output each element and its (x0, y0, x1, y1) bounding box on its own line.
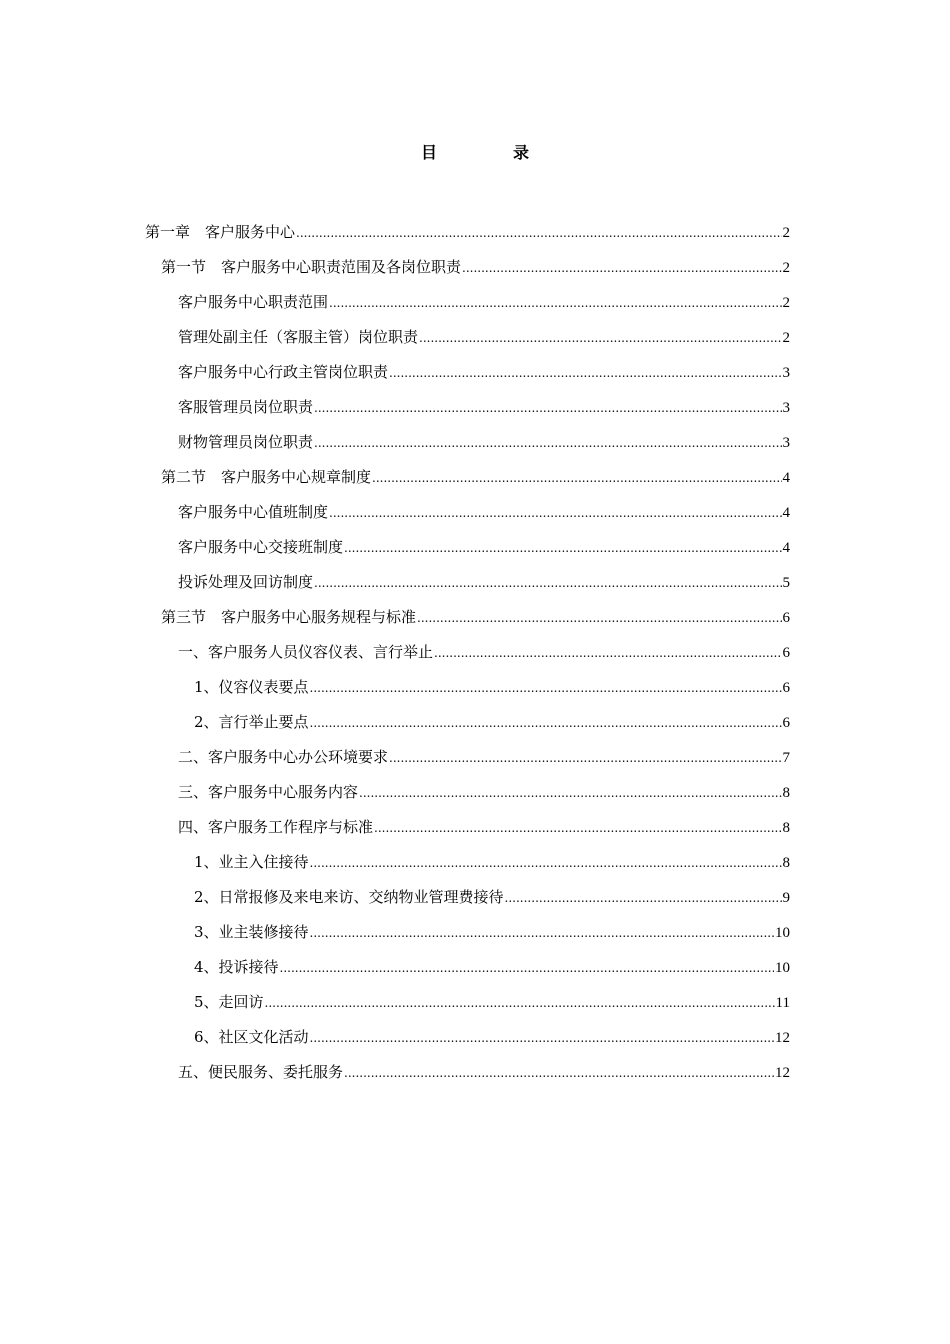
toc-entry-page: 9 (782, 890, 790, 906)
toc-entry-page: 6 (782, 715, 790, 731)
toc-entry-label: 5、走回访 (194, 993, 264, 1011)
dot-leader (314, 569, 781, 597)
toc-entry-page: 7 (782, 750, 790, 766)
dot-leader (434, 639, 781, 667)
toc-entry-label: 投诉处理及回访制度 (178, 573, 314, 591)
dot-leader (344, 1059, 774, 1087)
toc-entry[interactable] (145, 323, 790, 358)
toc-entry-page: 6 (782, 645, 790, 661)
toc-entry-label: 2、言行举止要点 (194, 713, 309, 731)
toc-entry[interactable] (145, 1023, 790, 1058)
dot-leader (389, 359, 781, 387)
toc-entry-page: 4 (782, 540, 790, 556)
toc-entry-label: 二、客户服务中心办公环境要求 (178, 748, 389, 766)
toc-entry-label: 客服管理员岗位职责 (178, 398, 314, 416)
dot-leader (389, 744, 781, 772)
toc-entry-label: 客户服务中心职责范围 (178, 293, 329, 311)
toc-entry-label: 客户服务中心行政主管岗位职责 (178, 363, 389, 381)
toc-entry[interactable] (145, 778, 790, 813)
toc-entry-page: 8 (782, 855, 790, 871)
toc-entry-label: 1、仪容仪表要点 (194, 678, 309, 696)
toc-entry[interactable] (145, 1058, 790, 1093)
toc-entry[interactable] (145, 603, 790, 638)
dot-leader (314, 394, 781, 422)
dot-leader (310, 1024, 774, 1052)
toc-entry[interactable] (145, 428, 790, 463)
toc-entry-label: 客户服务中心值班制度 (178, 503, 329, 521)
toc-entry-page: 3 (782, 365, 790, 381)
toc-entry-label: 3、业主装修接待 (194, 923, 309, 941)
dot-leader (280, 954, 774, 982)
toc-entry-label: 1、业主入住接待 (194, 853, 309, 871)
toc-entry-label: 客户服务中心交接班制度 (178, 538, 344, 556)
toc-entry[interactable] (145, 533, 790, 568)
toc-entry-label: 第二节 客户服务中心规章制度 (161, 468, 372, 486)
toc-entry-page: 2 (782, 330, 790, 346)
dot-leader (374, 814, 781, 842)
toc-entry-page: 11 (775, 995, 790, 1011)
dot-leader (329, 499, 781, 527)
toc-entry[interactable] (145, 393, 790, 428)
toc-entry-page: 5 (782, 575, 790, 591)
dot-leader (310, 919, 774, 947)
toc-entry-page: 6 (782, 680, 790, 696)
dot-leader (329, 289, 781, 317)
toc-entry-label: 管理处副主任（客服主管）岗位职责 (178, 328, 419, 346)
toc-entry[interactable] (145, 358, 790, 393)
toc-entry-label: 第三节 客户服务中心服务规程与标准 (161, 608, 417, 626)
toc-entry-page: 12 (775, 1030, 790, 1046)
dot-leader (310, 709, 782, 737)
toc-entry-label: 4、投诉接待 (194, 958, 279, 976)
toc-entry[interactable] (145, 673, 790, 708)
toc-entry-page: 10 (775, 925, 790, 941)
toc-entry-page: 3 (782, 400, 790, 416)
toc-entry-page: 6 (782, 610, 790, 626)
dot-leader (310, 849, 782, 877)
toc-entry-page: 3 (782, 435, 790, 451)
toc-entry-page: 2 (782, 260, 790, 276)
toc-entry-page: 10 (775, 960, 790, 976)
toc-entry-label: 第一节 客户服务中心职责范围及各岗位职责 (161, 258, 462, 276)
toc-entry[interactable] (145, 883, 790, 918)
toc-entry[interactable] (145, 848, 790, 883)
toc-entry-label: 四、客户服务工作程序与标准 (178, 818, 374, 836)
toc-entry[interactable] (145, 743, 790, 778)
toc-entry-page: 12 (775, 1065, 790, 1081)
toc-entry[interactable] (145, 813, 790, 848)
toc-entry[interactable] (145, 498, 790, 533)
toc-entry-page: 8 (782, 820, 790, 836)
toc-entry[interactable] (145, 288, 790, 323)
toc-entry-page: 4 (782, 505, 790, 521)
toc-entry-page: 2 (782, 225, 790, 241)
toc-entry-label: 三、客户服务中心服务内容 (178, 783, 359, 801)
dot-leader (417, 604, 781, 632)
toc-entry-page: 8 (782, 785, 790, 801)
dot-leader (359, 779, 781, 807)
toc-title: 目 录 (420, 143, 559, 162)
toc-entry-label: 第一章 客户服务中心 (145, 223, 296, 241)
dot-leader (462, 254, 781, 282)
table-of-contents (145, 218, 790, 1093)
toc-entry[interactable] (145, 463, 790, 498)
toc-entry-label: 2、日常报修及来电来访、交纳物业管理费接待 (194, 888, 504, 906)
dot-leader (296, 219, 781, 247)
dot-leader (314, 429, 781, 457)
toc-entry[interactable] (145, 218, 790, 253)
toc-entry[interactable] (145, 253, 790, 288)
toc-entry-page: 4 (782, 470, 790, 486)
toc-entry-label: 财物管理员岗位职责 (178, 433, 314, 451)
toc-entry[interactable] (145, 918, 790, 953)
dot-leader (372, 464, 781, 492)
toc-entry[interactable] (145, 988, 790, 1023)
toc-entry-label: 一、客户服务人员仪容仪表、言行举止 (178, 643, 434, 661)
dot-leader (265, 989, 775, 1017)
dot-leader (310, 674, 782, 702)
dot-leader (505, 884, 782, 912)
dot-leader (419, 324, 781, 352)
toc-entry[interactable] (145, 638, 790, 673)
dot-leader (344, 534, 781, 562)
toc-entry[interactable] (145, 708, 790, 743)
toc-entry-label: 6、社区文化活动 (194, 1028, 309, 1046)
toc-entry-label: 五、便民服务、委托服务 (178, 1063, 344, 1081)
toc-entry[interactable] (145, 953, 790, 988)
toc-entry[interactable] (145, 568, 790, 603)
toc-entry-page: 2 (782, 295, 790, 311)
